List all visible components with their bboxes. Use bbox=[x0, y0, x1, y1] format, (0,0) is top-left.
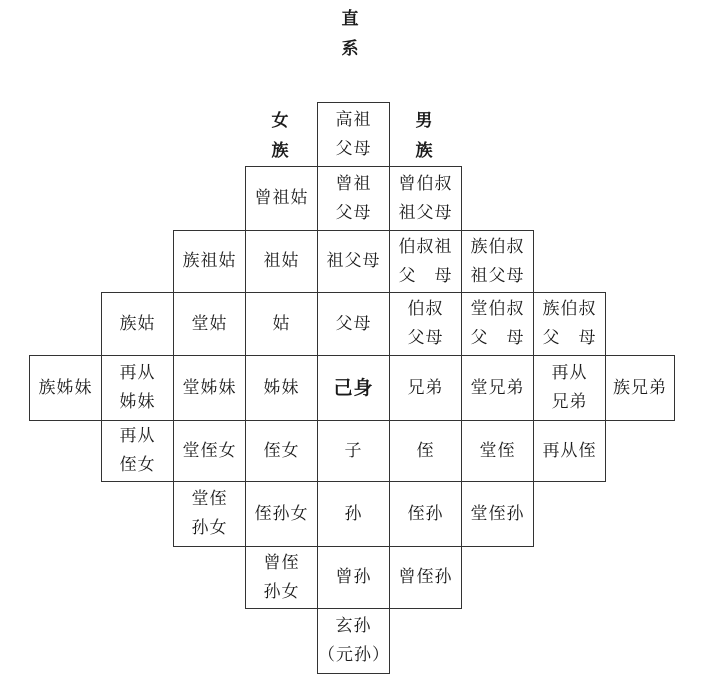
cell-cousin-nephew: 堂侄 bbox=[461, 420, 534, 482]
cell-great-great-grandson: 玄孙 （元孙） bbox=[317, 608, 390, 674]
cell-grandson: 孙 bbox=[317, 481, 390, 547]
cell-great-great-grandparents: 高祖 父母 bbox=[317, 102, 390, 167]
cell-second-cousin-niece: 再从 侄女 bbox=[101, 420, 174, 482]
cell-uncles: 伯叔 父母 bbox=[389, 292, 462, 356]
cell-cousin-brothers: 堂兄弟 bbox=[461, 355, 534, 421]
cell-great-grandnephew: 曾侄孙 bbox=[389, 546, 462, 609]
cell-brothers: 兄弟 bbox=[389, 355, 462, 421]
cell-aunt: 姑 bbox=[245, 292, 318, 356]
cell-great-grand-aunt: 曾祖姑 bbox=[245, 166, 318, 231]
cell-sisters: 姊妹 bbox=[245, 355, 318, 421]
cell-self: 己身 bbox=[317, 355, 390, 421]
cell-second-cousin-sisters: 再从 姊妹 bbox=[101, 355, 174, 421]
cell-grandnephew: 侄孙 bbox=[389, 481, 462, 547]
cell-great-grandparents: 曾祖 父母 bbox=[317, 166, 390, 231]
cell-grandniece: 侄孙女 bbox=[245, 481, 318, 547]
cell-clan-brothers: 族兄弟 bbox=[605, 355, 675, 421]
cell-grand-aunt: 祖姑 bbox=[245, 230, 318, 293]
cell-cousin-grandnephew: 堂侄孙 bbox=[461, 481, 534, 547]
cell-niece: 侄女 bbox=[245, 420, 318, 482]
lineage-male-label: 男 族 bbox=[415, 111, 433, 161]
cell-second-cousin-nephew: 再从侄 bbox=[533, 420, 606, 482]
cell-cousin-niece: 堂侄女 bbox=[173, 420, 246, 482]
cell-clan-aunt: 族姑 bbox=[101, 292, 174, 356]
cell-parents: 父母 bbox=[317, 292, 390, 356]
cell-son: 子 bbox=[317, 420, 390, 482]
cell-great-granduncles: 曾伯叔 祖父母 bbox=[389, 166, 462, 231]
lineage-female-label: 女 族 bbox=[271, 111, 289, 161]
cell-clan-grand-aunt: 族祖姑 bbox=[173, 230, 246, 293]
cell-great-grandson: 曾孙 bbox=[317, 546, 390, 609]
cell-cousin-sisters: 堂姊妹 bbox=[173, 355, 246, 421]
cell-cousin-grandniece: 堂侄 孙女 bbox=[173, 481, 246, 547]
cell-clan-uncles: 族伯叔 父 母 bbox=[533, 292, 606, 356]
cell-clan-sisters: 族姊妹 bbox=[29, 355, 102, 421]
cell-grandparents: 祖父母 bbox=[317, 230, 390, 293]
cell-cousin-uncles: 堂伯叔 父 母 bbox=[461, 292, 534, 356]
lineage-direct-label: 直 系 bbox=[341, 9, 359, 59]
cell-clan-granduncles: 族伯叔 祖父母 bbox=[461, 230, 534, 293]
cell-second-cousin-brothers: 再从 兄弟 bbox=[533, 355, 606, 421]
cell-granduncles: 伯叔祖 父 母 bbox=[389, 230, 462, 293]
cell-cousin-aunt: 堂姑 bbox=[173, 292, 246, 356]
cell-nephew: 侄 bbox=[389, 420, 462, 482]
cell-great-grandniece: 曾侄 孙女 bbox=[245, 546, 318, 609]
